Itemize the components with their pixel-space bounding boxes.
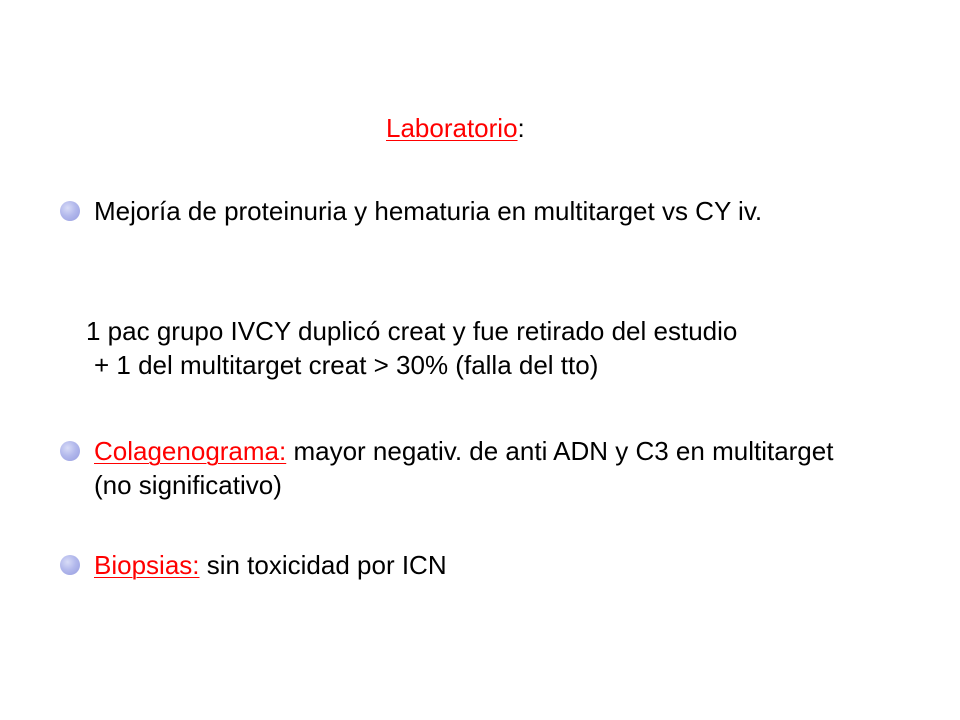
plain-item-ivcy	[86, 314, 916, 382]
bullet-icon	[60, 555, 80, 575]
plain-item-line1: 1 pac grupo IVCY duplicó creat y fue retirado del estudio	[86, 316, 738, 346]
bullet-item-mejoria	[94, 194, 844, 228]
bullet-item-colagenograma	[94, 434, 874, 502]
slide-heading	[386, 111, 525, 145]
colagenograma-label: Colagenograma:	[94, 436, 287, 466]
heading-label: Laboratorio	[386, 113, 518, 143]
bullet-item-text: Mejoría de proteinuria y hematuria en multitarget vs CY iv.	[94, 196, 763, 226]
plain-item-line2: + 1 del multitarget creat > 30% (falla del tto)	[94, 350, 599, 380]
bullet-icon	[60, 201, 80, 221]
biopsias-label: Biopsias:	[94, 550, 200, 580]
bullet-item-biopsias	[94, 548, 914, 582]
colagenograma-text: mayor negativ. de anti ADN y C3 en multitarget (no significativo)	[94, 436, 834, 500]
heading-colon: :	[517, 113, 525, 143]
bullet-icon	[60, 441, 80, 461]
biopsias-text: sin toxicidad por ICN	[199, 550, 447, 580]
